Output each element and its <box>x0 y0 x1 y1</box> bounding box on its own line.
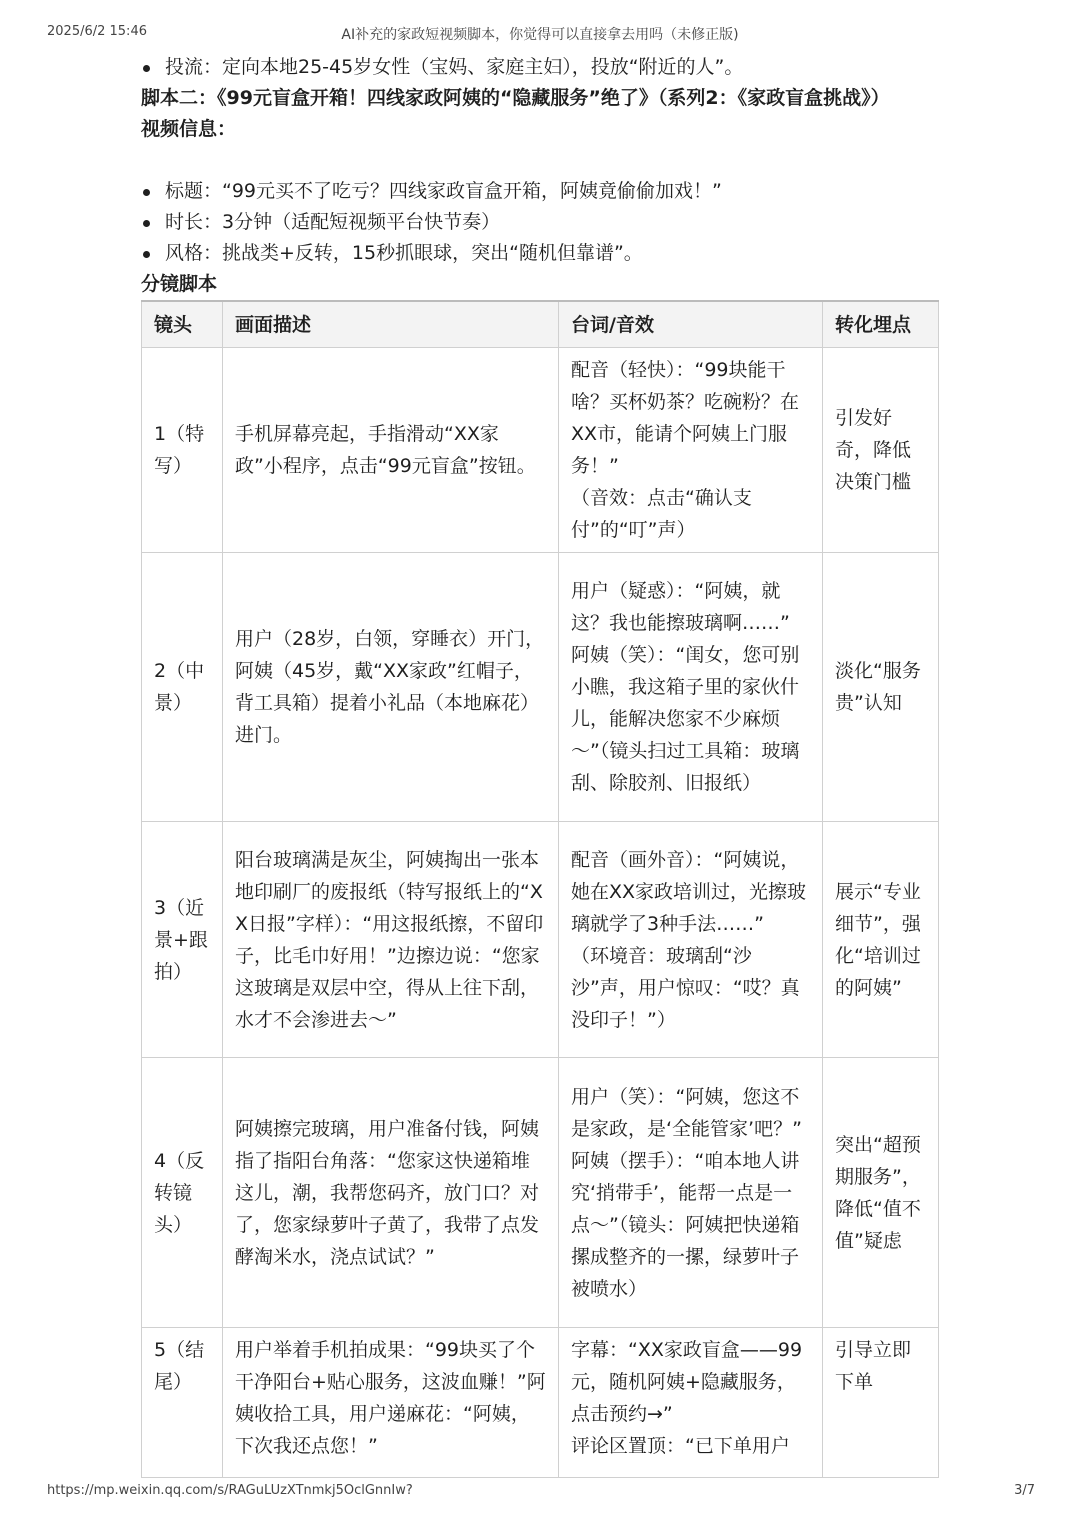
print-footer <box>0 1483 1080 1503</box>
info-item-duration: 时长：3分钟（适配短视频平台快节奏） <box>141 207 941 238</box>
print-datetime: 2025/6/2 15:46 <box>47 24 147 39</box>
table-row <box>142 1058 939 1328</box>
print-page-number: 3/7 <box>1014 1483 1035 1498</box>
print-header <box>0 24 1080 48</box>
cell-shot: 2（中景） <box>142 553 223 822</box>
cell-scene: 用户举着手机拍成果：“99块买了个干净阳台+贴心服务，这波血赚！”阿姨收拾工具，用户递麻花：“阿姨，下次我还点您！” <box>223 1328 559 1478</box>
storyboard-table <box>141 300 939 1478</box>
cell-scene: 阿姨擦完玻璃，用户准备付钱，阿姨指了指阳台角落：“您家这快递箱堆这儿，潮，我帮您码齐，放门口？对了，您家绿萝叶子黄了，我带了点发酵淘米水，浇点试试？” <box>223 1058 559 1328</box>
table-row <box>142 1328 939 1478</box>
cell-shot: 1（特写） <box>142 348 223 553</box>
cell-dialog: 用户（笑）：“阿姨，您这不是家政，是‘全能管家’吧？” 阿姨（摆手）：“咱本地人讲究‘捎带手’，能帮一点是一点～”（镜头：阿姨把快递箱摞成整齐的一摞，绿萝叶子被喷水） <box>559 1058 823 1328</box>
header-scene: 画面描述 <box>223 301 559 348</box>
print-page-title: AI补充的家政短视频脚本，你觉得可以直接拿去用吗（未修正版) <box>341 27 739 43</box>
script-title: 脚本二：《99元盲盒开箱！四线家政阿姨的“隐藏服务”绝了》（系列2：《家政盲盒挑战》） <box>141 87 890 109</box>
header-shot: 镜头 <box>142 301 223 348</box>
video-info-label: 视频信息： <box>141 118 237 140</box>
cell-dialog: 字幕：“XX家政盲盒——99元，随机阿姨+隐藏服务，点击预约→” 评论区置顶：“已下单用户 <box>559 1328 823 1478</box>
table-header-row <box>142 301 939 348</box>
cell-scene: 用户（28岁，白领，穿睡衣）开门，阿姨（45岁，戴“XX家政”红帽子，背工具箱）提着小礼品（本地麻花）进门。 <box>223 553 559 822</box>
cell-hook: 突出“超预期服务”，降低“值不值”疑虑 <box>823 1058 939 1328</box>
table-row <box>142 348 939 553</box>
bullet-targeting: 投流：定向本地25-45岁女性（宝妈、家庭主妇），投放“附近的人”。 <box>141 52 941 83</box>
cell-hook: 淡化“服务贵”认知 <box>823 553 939 822</box>
cell-dialog: 用户（疑惑）：“阿姨，就这？我也能擦玻璃啊……” 阿姨（笑）：“闺女，您可别小瞧，我这箱子里的家伙什儿，能解决您家不少麻烦～”（镜头扫过工具箱：玻璃刮、除胶剂、旧报纸） <box>559 553 823 822</box>
spacer <box>141 145 941 176</box>
cell-shot: 3（近景+跟拍） <box>142 822 223 1058</box>
header-dialog: 台词/音效 <box>559 301 823 348</box>
cell-scene: 阳台玻璃满是灰尘，阿姨掏出一张本地印刷厂的废报纸（特写报纸上的“XX日报”字样）：“用这报纸擦，不留印子，比毛巾好用！”边擦边说：“您家这玻璃是双层中空，得从上往下刮，水才不会渗进去～” <box>223 822 559 1058</box>
storyboard-label: 分镜脚本 <box>141 273 218 295</box>
print-url: https://mp.weixin.qq.com/s/RAGuLUzXTnmkj5OclGnnIw? <box>47 1483 413 1498</box>
cell-scene: 手机屏幕亮起，手指滑动“XX家政”小程序，点击“99元盲盒”按钮。 <box>223 348 559 553</box>
cell-shot: 4（反转镜头） <box>142 1058 223 1328</box>
table-row <box>142 553 939 822</box>
cell-hook: 展示“专业细节”，强化“培训过的阿姨” <box>823 822 939 1058</box>
info-item-title: 标题：“99元买不了吃亏？四线家政盲盒开箱，阿姨竟偷偷加戏！” <box>141 176 941 207</box>
info-item-style: 风格：挑战类+反转，15秒抓眼球，突出“随机但靠谱”。 <box>141 238 941 269</box>
table-row <box>142 822 939 1058</box>
cell-hook: 引发好奇，降低决策门槛 <box>823 348 939 553</box>
cell-dialog: 配音（画外音）：“阿姨说，她在XX家政培训过，光擦玻璃就学了3种手法……” （环境音：玻璃刮“沙沙”声，用户惊叹：“哎？真没印子！”） <box>559 822 823 1058</box>
article-body <box>141 52 941 300</box>
cell-shot: 5（结尾） <box>142 1328 223 1478</box>
header-hook: 转化埋点 <box>823 301 939 348</box>
cell-dialog: 配音（轻快）：“99块能干啥？买杯奶茶？吃碗粉？在XX市，能请个阿姨上门服务！” （音效：点击“确认支付”的“叮”声） <box>559 348 823 553</box>
cell-hook: 引导立即下单 <box>823 1328 939 1478</box>
